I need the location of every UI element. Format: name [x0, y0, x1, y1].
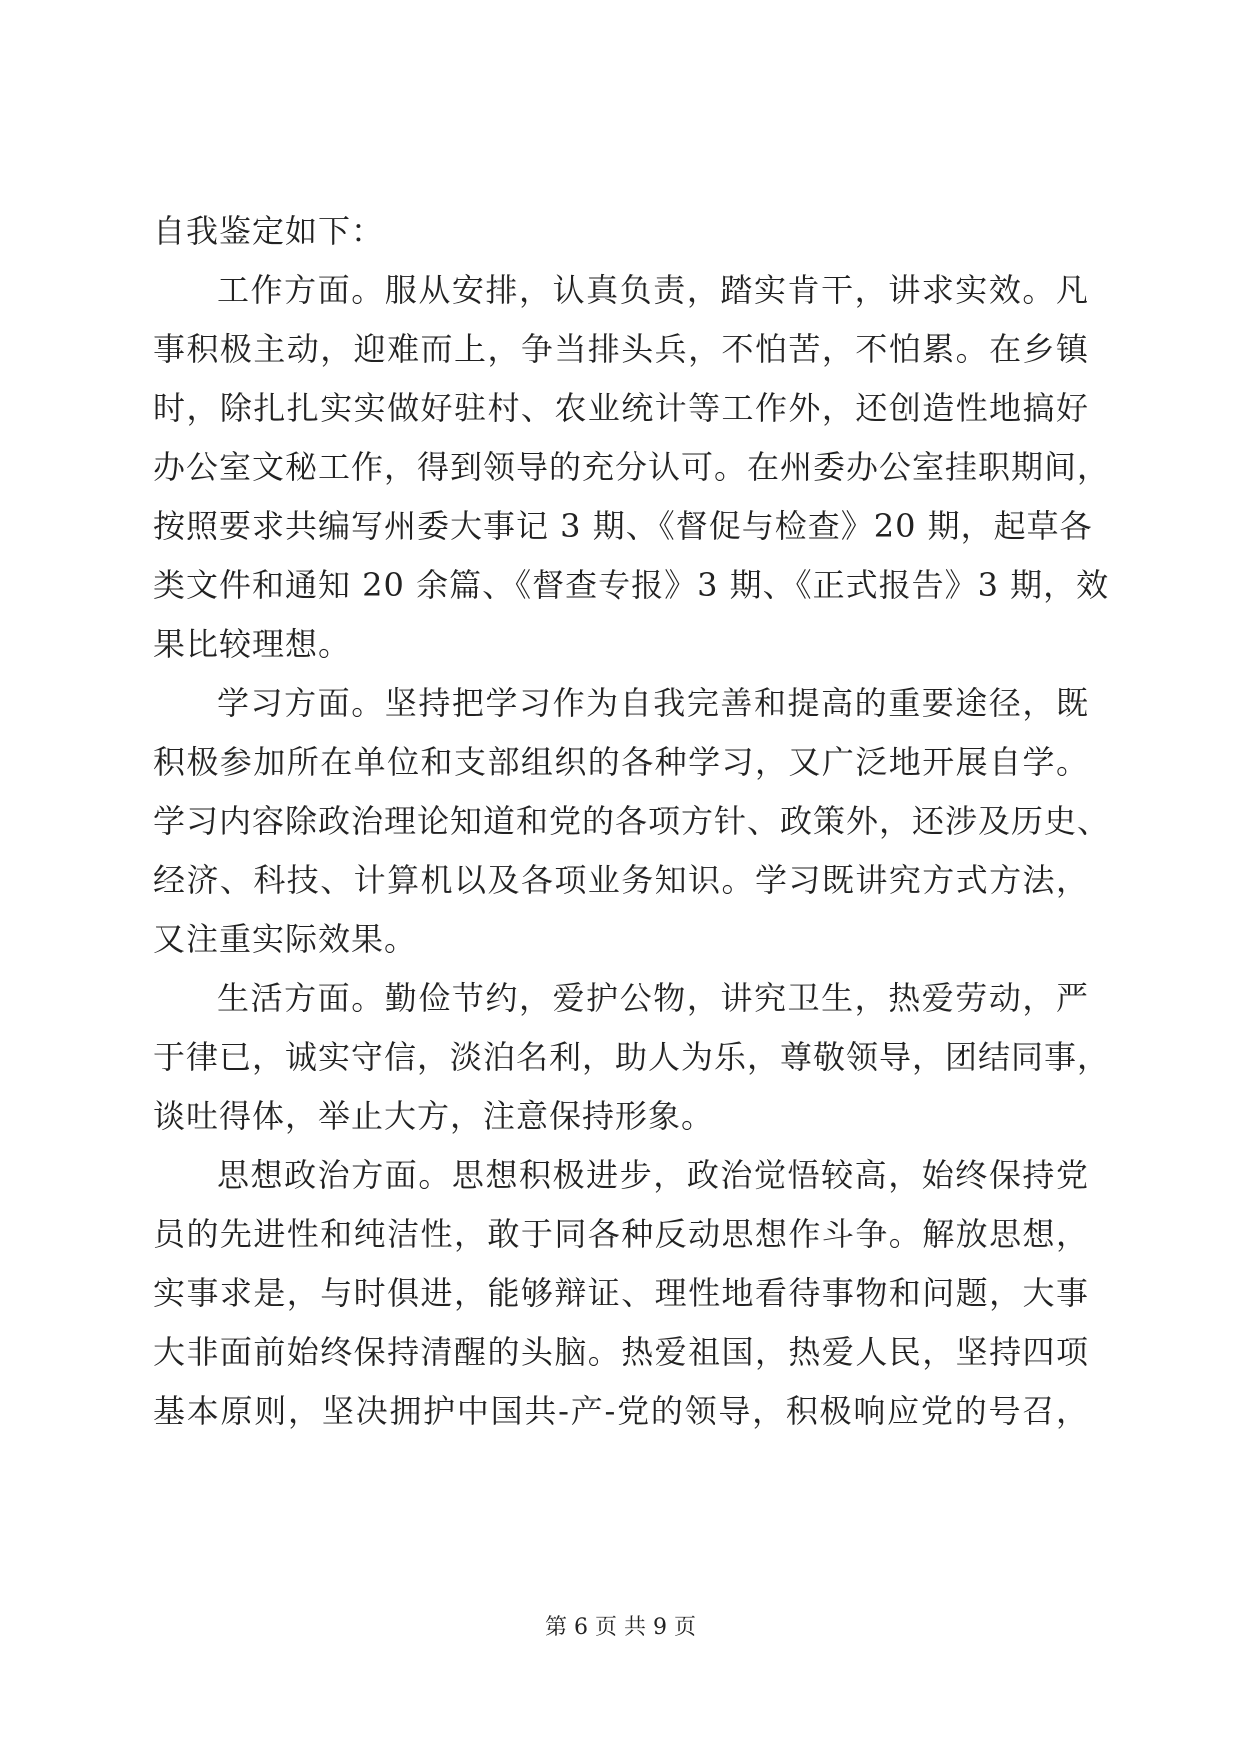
text-line: 时，除扎扎实实做好驻村、农业统计等工作外，还创造性地搞好 — [153, 389, 1089, 427]
text-line: 果比较理想。 — [153, 625, 352, 663]
text-line: 于律已，诚实守信，淡泊名利，助人为乐，尊敬领导，团结同事， — [153, 1038, 1111, 1076]
text-line: 自我鉴定如下： — [153, 212, 385, 250]
text-line: 经济、科技、计算机以及各项业务知识。学习既讲究方式方法， — [153, 861, 1089, 899]
text-line: 员的先进性和纯洁性，敢于同各种反动思想作斗争。解放思想， — [153, 1215, 1089, 1253]
page-footer: 第 6 页 共 9 页 — [545, 1615, 696, 1640]
text-line: 按照要求共编写州委大事记 3 期、《督促与检查》20 期，起草各 — [153, 507, 1093, 545]
text-line: 生活方面。勤俭节约，爱护公物，讲究卫生，热爱劳动，严 — [217, 979, 1089, 1017]
text-line: 基本原则，坚决拥护中国共-产-党的领导，积极响应党的号召， — [153, 1392, 1089, 1430]
text-line: 思想政治方面。思想积极进步，政治觉悟较高，始终保持党 — [217, 1156, 1089, 1194]
text-line: 又注重实际效果。 — [153, 920, 418, 958]
text-line: 谈吐得体，举止大方，注意保持形象。 — [153, 1097, 715, 1135]
text-line: 学习方面。坚持把学习作为自我完善和提高的重要途径，既 — [217, 684, 1089, 722]
text-line: 事积极主动，迎难而上，争当排头兵，不怕苦，不怕累。在乡镇 — [153, 330, 1089, 368]
text-line: 积极参加所在单位和支部组织的各种学习，又广泛地开展自学。 — [153, 743, 1089, 781]
text-line: 类文件和通知 20 余篇、《督查专报》3 期、《正式报告》3 期，效 — [153, 566, 1110, 604]
text-line: 学习内容除政治理论知道和党的各项方针、政策外，还涉及历史、 — [153, 802, 1111, 840]
text-line: 实事求是，与时俱进，能够辩证、理性地看待事物和问题，大事 — [153, 1274, 1089, 1312]
text-line: 办公室文秘工作，得到领导的充分认可。在州委办公室挂职期间， — [153, 448, 1111, 486]
text-line: 大非面前始终保持清醒的头脑。热爱祖国，热爱人民，坚持四项 — [153, 1333, 1089, 1371]
text-line: 工作方面。服从安排，认真负责，踏实肯干，讲求实效。凡 — [217, 271, 1089, 309]
